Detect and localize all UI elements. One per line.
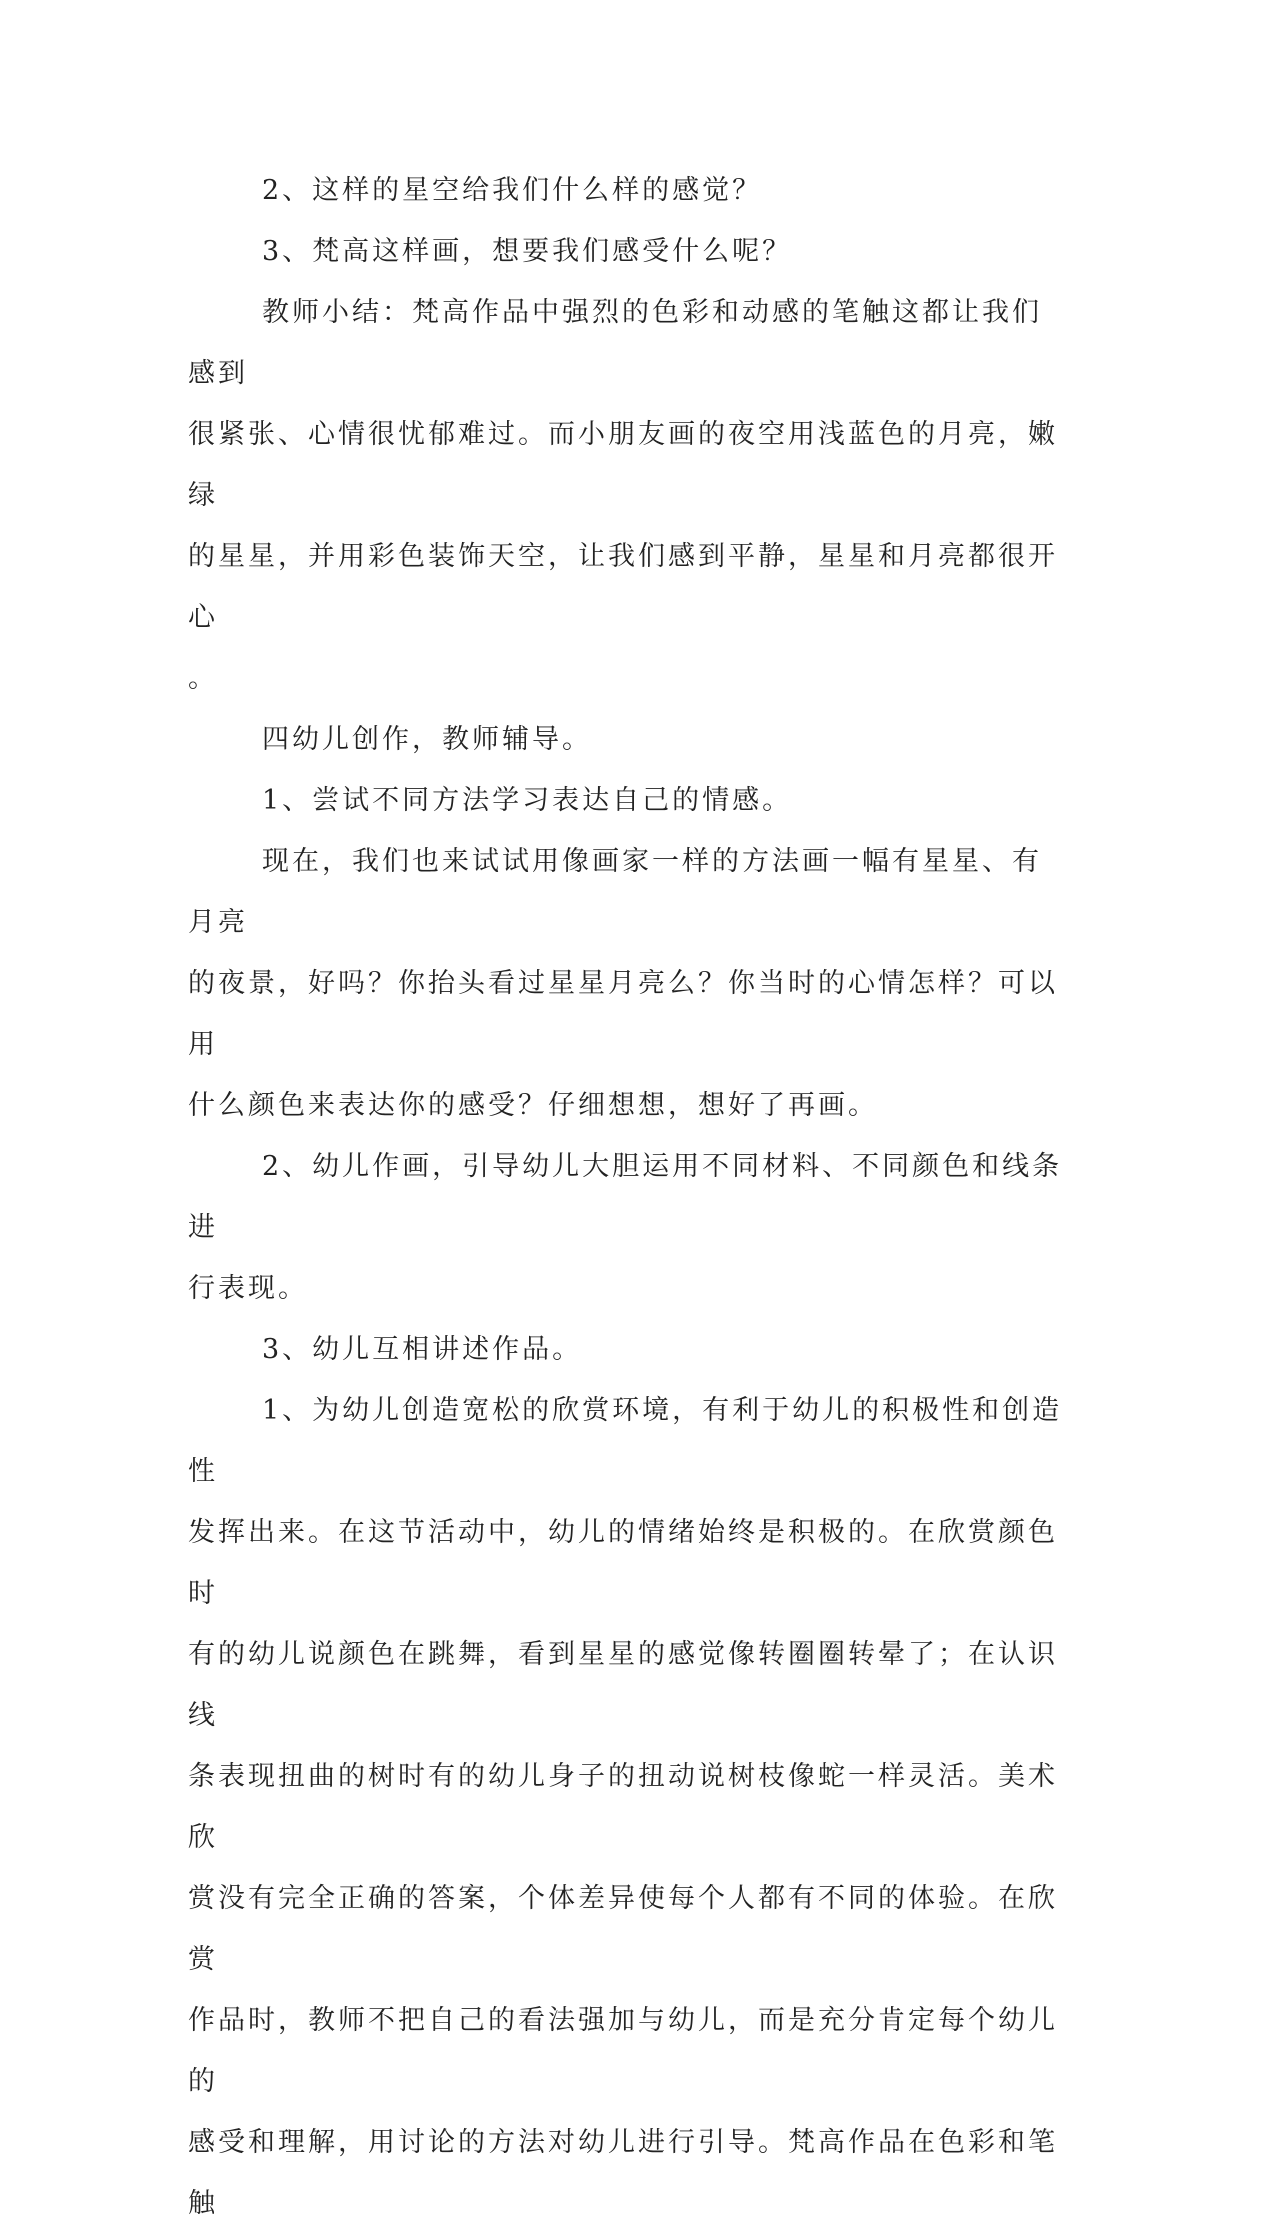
instruction-paragraph: 现在，我们也来试试用像画家一样的方法画一幅有星星、有月亮 的夜景，好吗？你抬头看过星星月亮么？你当时的心情怎样？可以用 什么颜色来表达你的感受？仔细想想，想好了再画。 — [188, 846, 1058, 1121]
step-1: 1、尝试不同方法学习表达自己的情感。 — [262, 785, 793, 816]
document-body — [188, 160, 1068, 2234]
step-2: 2、幼儿作画，引导幼儿大胆运用不同材料、不同颜色和线条进 行表现。 — [188, 1151, 1063, 1304]
step-3: 3、幼儿互相讲述作品。 — [262, 1334, 583, 1365]
reflection-paragraph: 1、为幼儿创造宽松的欣赏环境，有利于幼儿的积极性和创造性 发挥出来。在这节活动中，幼儿的情绪始终是积极的。在欣赏颜色时 有的幼儿说颜色在跳舞，看到星星的感觉像转圈圈转晕了；在认识线 条表现扭曲的树时有的幼儿身子的扭动说树枝像蛇一样灵活。美术欣 赏没有完全正确的答案，个体差异使每个人都有不同的体验。在欣赏 作品时，教师不把自己的看法强加与幼儿，而是充分肯定每个幼儿的 感受和理解，用讨论的方法对幼儿进行引导。梵高作品在色彩和笔触 — [188, 1395, 1063, 2219]
teacher-summary: 教师小结：梵高作品中强烈的色彩和动感的笔触这都让我们感到 很紧张、心情很忧郁难过。而小朋友画的夜空用浅蓝色的月亮，嫩绿 的星星，并用彩色装饰天空，让我们感到平静，星星和月亮都很开心 。 — [188, 297, 1058, 694]
section-heading-4: 四幼儿创作，教师辅导。 — [262, 724, 592, 755]
question-2: 2、这样的星空给我们什么样的感觉？ — [262, 175, 763, 206]
question-3: 3、梵高这样画，想要我们感受什么呢？ — [262, 236, 793, 267]
